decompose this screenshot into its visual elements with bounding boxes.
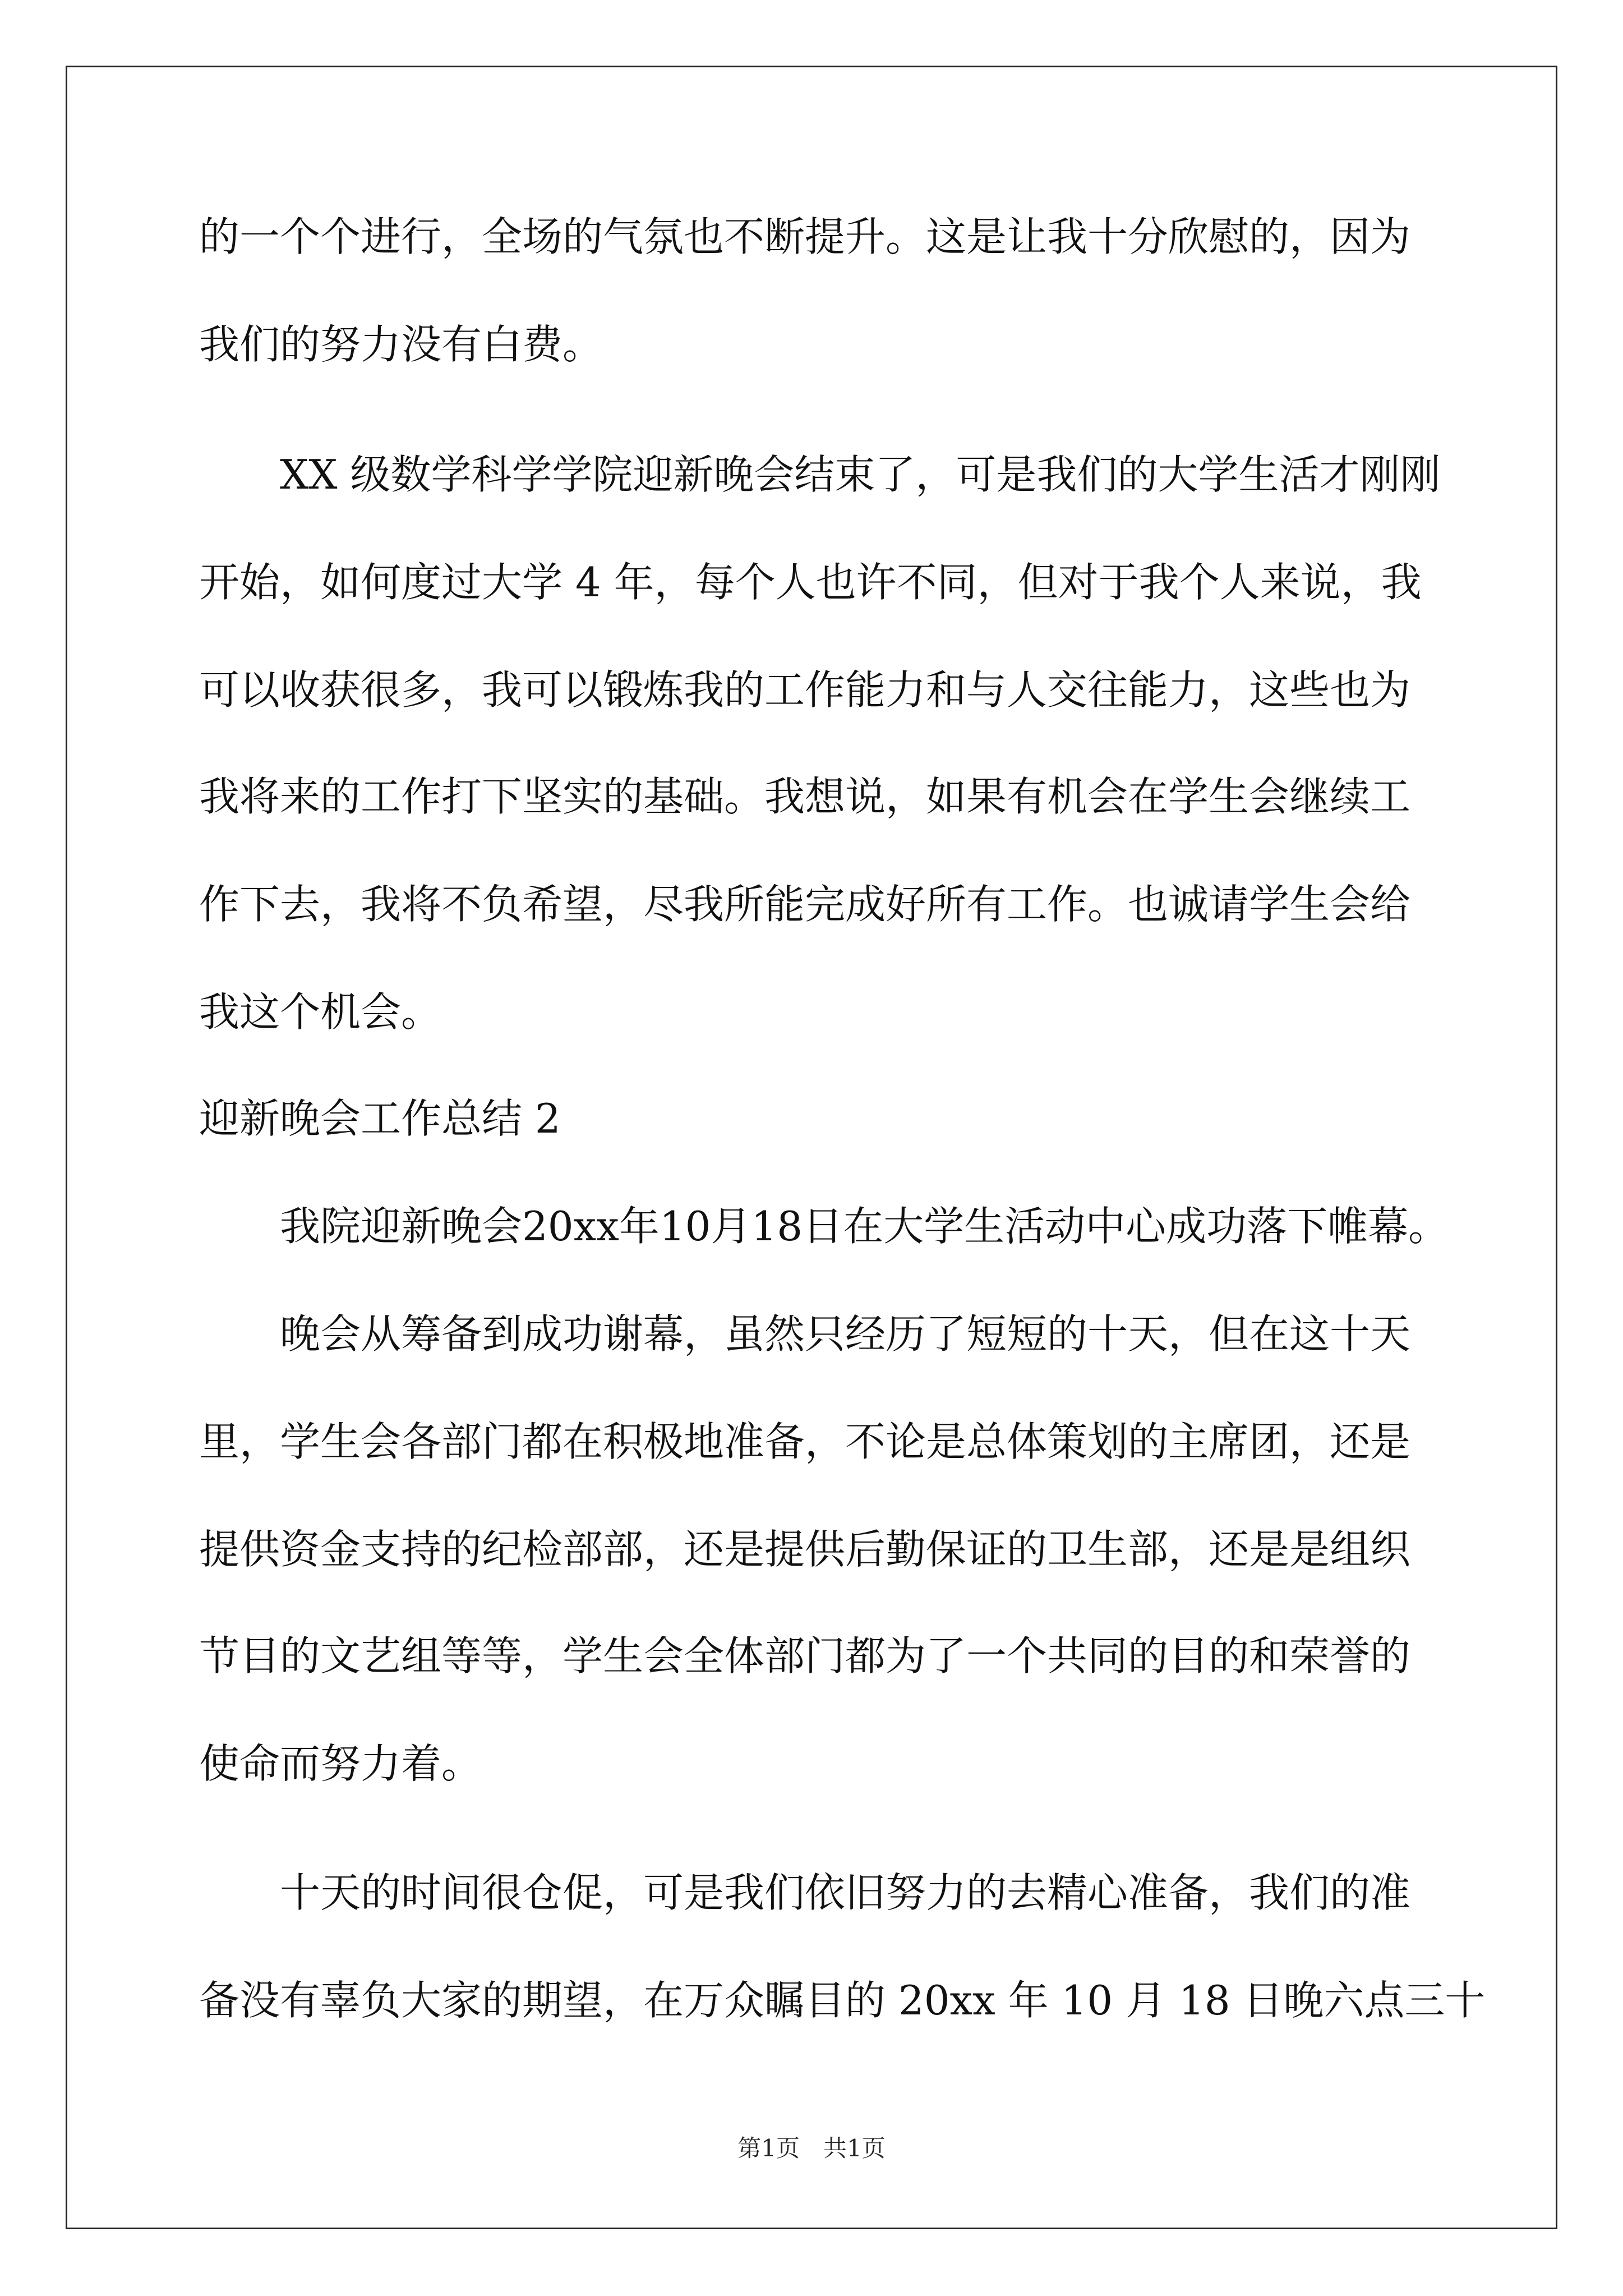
text-line: 节目的文艺组等等，学生会全体部门都为了一个共同的目的和荣誉的 — [199, 1632, 1411, 1680]
text-line: 我将来的工作打下坚实的基础。我想说，如果有机会在学生会继续工 — [199, 773, 1411, 820]
text-line: 可以收获很多，我可以锻炼我的工作能力和与人交往能力，这些也为 — [199, 666, 1411, 714]
text-line: 我们的努力没有白费。 — [199, 321, 603, 368]
text-line: 我这个机会。 — [199, 988, 442, 1036]
text-line: 使命而努力着。 — [199, 1740, 482, 1787]
section-heading: 迎新晚会工作总结 2 — [199, 1095, 561, 1142]
text-line: 备没有辜负大家的期望，在万众瞩目的 20xx 年 10 月 18 日晚六点三十 — [199, 1977, 1486, 2024]
page-number-footer: 第1页 共1页 — [737, 2134, 886, 2162]
text-line: 十天的时间很仓促，可是我们依旧努力的去精心准备，我们的准 — [199, 1869, 1411, 1916]
text-line: 我院迎新晚会20xx年10月18日在大学生活动中心成功落下帷幕。 — [199, 1203, 1449, 1250]
text-line: 里，学生会各部门都在积极地准备，不论是总体策划的主席团，还是 — [199, 1418, 1411, 1465]
text-line: 的一个个进行，全场的气氛也不断提升。这是让我十分欣慰的，因为 — [199, 213, 1411, 260]
text-line: 作下去，我将不负希望，尽我所能完成好所有工作。也诚请学生会给 — [199, 881, 1411, 928]
text-line: 晚会从筹备到成功谢幕，虽然只经历了短短的十天，但在这十天 — [199, 1310, 1411, 1358]
text-line: 开始，如何度过大学 4 年，每个人也许不同，但对于我个人来说，我 — [199, 559, 1422, 606]
text-line: 提供资金支持的纪检部部，还是提供后勤保证的卫生部，还是是组织 — [199, 1526, 1411, 1573]
text-line: XX 级数学科学学院迎新晚会结束了，可是我们的大学生活才刚刚 — [199, 451, 1441, 498]
